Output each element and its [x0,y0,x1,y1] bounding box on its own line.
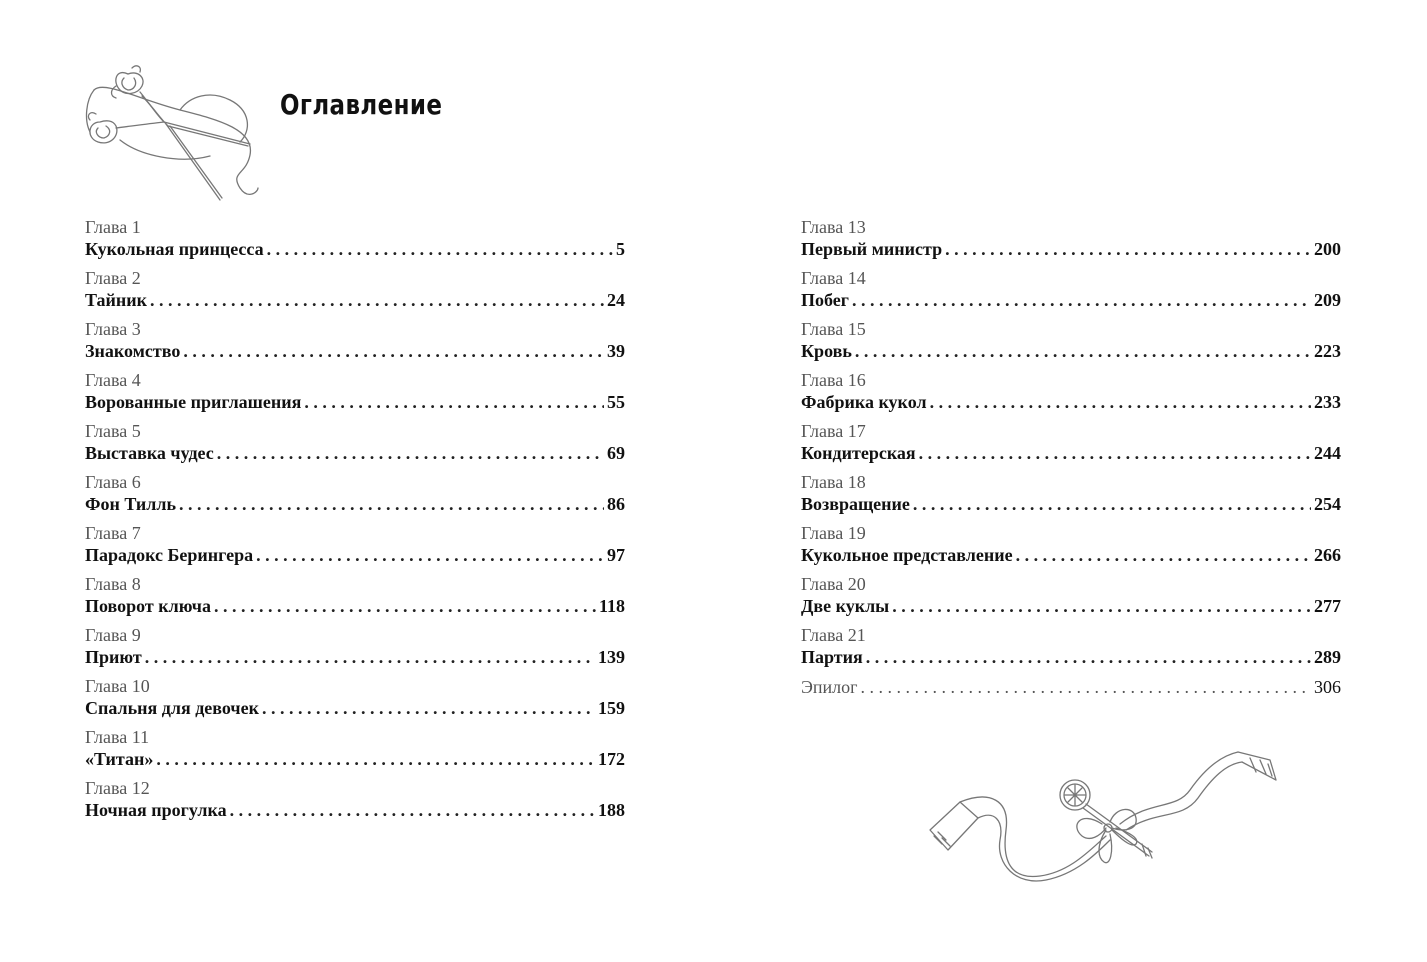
page-number: 86 [607,494,625,514]
dot-leader [217,442,604,464]
dot-leader [230,799,595,821]
toc-entry[interactable] [801,319,1341,370]
dot-leader [145,646,595,668]
dot-leader [913,493,1311,515]
page-number: 277 [1314,596,1341,616]
chapter-title: Кондитерская [801,443,916,463]
page-number: 289 [1314,647,1341,667]
page-number: 97 [607,545,625,565]
page-number: 69 [607,443,625,463]
chapter-title: Выставка чудес [85,443,214,463]
toc-entry[interactable] [801,421,1341,472]
chapter-title: Поворот ключа [85,596,211,616]
toc-entry[interactable] [85,625,625,676]
chapter-title: Две куклы [801,596,890,616]
chapter-label: Глава 2 [85,268,141,288]
toc-entry[interactable] [85,676,625,727]
page-number: 306 [1314,677,1341,697]
chapter-label: Глава 13 [801,217,866,237]
chapter-label: Глава 6 [85,472,141,492]
toc-entry[interactable] [85,268,625,319]
toc-epilogue[interactable] [801,676,1341,698]
chapter-label: Глава 15 [801,319,866,339]
chapter-label: Глава 14 [801,268,866,288]
page-number: 172 [598,749,625,769]
chapter-title: Кукольная принцесса [85,239,264,259]
toc-entry[interactable] [801,268,1341,319]
toc-left-column [85,217,625,829]
chapter-title: Ночная прогулка [85,800,227,820]
chapter-label: Глава 17 [801,421,866,441]
key-ribbon-icon [920,740,1290,890]
dot-leader [214,595,596,617]
chapter-title: Фон Тилль [85,494,176,514]
dot-leader [866,646,1311,668]
toc-entry[interactable] [801,625,1341,676]
chapter-label: Глава 7 [85,523,141,543]
page-number: 159 [598,698,625,718]
page-number: 24 [607,290,625,310]
chapter-label: Глава 16 [801,370,866,390]
toc-entry[interactable] [85,217,625,268]
chapter-label: Глава 18 [801,472,866,492]
page-number: 118 [598,596,625,616]
dot-leader [919,442,1311,464]
dot-leader [945,238,1311,260]
chapter-label: Глава 8 [85,574,141,594]
page-title: Оглавление [280,88,443,121]
toc-entry[interactable] [801,523,1341,574]
page-number: 244 [1314,443,1341,463]
chapter-title: Побег [801,290,849,310]
chapter-title: Парадокс Берингера [85,545,254,565]
dot-leader [861,676,1311,698]
toc-entry[interactable] [85,319,625,370]
dot-leader [183,340,604,362]
chapter-label: Глава 9 [85,625,141,645]
toc-entry[interactable] [801,370,1341,421]
chapter-title: Фабрика кукол [801,392,927,412]
dot-leader [852,289,1311,311]
page-number: 233 [1314,392,1341,412]
page-number: 188 [598,800,625,820]
toc-right-column [801,217,1341,698]
chapter-label: Глава 19 [801,523,866,543]
toc-entry[interactable] [85,472,625,523]
chapter-title: Возвращение [801,494,910,514]
dot-leader [1016,544,1311,566]
chapter-label: Глава 3 [85,319,141,339]
page-number: 200 [1314,239,1341,259]
page-number: 254 [1314,494,1341,514]
page-number: 223 [1314,341,1341,361]
chapter-title: Первый министр [801,239,943,259]
chapter-title: Ворованные приглашения [85,392,302,412]
toc-entry[interactable] [85,370,625,421]
page-number: 209 [1314,290,1341,310]
dot-leader [256,544,604,566]
toc-entry[interactable] [85,727,625,778]
chapter-label: Глава 5 [85,421,141,441]
chapter-title: «Титан» [85,749,154,769]
toc-entry[interactable] [85,574,625,625]
toc-entry[interactable] [85,778,625,829]
dot-leader [855,340,1311,362]
dot-leader [262,697,595,719]
page-number: 55 [607,392,625,412]
chapter-label: Глава 10 [85,676,150,696]
toc-entry[interactable] [85,421,625,472]
scissors-icon [80,60,265,205]
page-number: 5 [616,239,625,259]
chapter-label: Глава 12 [85,778,150,798]
dot-leader [156,748,595,770]
toc-entry[interactable] [801,217,1341,268]
chapter-title: Партия [801,647,863,667]
chapter-label: Глава 20 [801,574,866,594]
toc-entry[interactable] [801,574,1341,625]
dot-leader [930,391,1311,413]
chapter-title: Знакомство [85,341,181,361]
chapter-title: Приют [85,647,142,667]
toc-entry[interactable] [85,523,625,574]
dot-leader [150,289,604,311]
page-number: 39 [607,341,625,361]
chapter-title: Спальня для девочек [85,698,259,718]
dot-leader [267,238,613,260]
chapter-title: Кукольное представление [801,545,1013,565]
chapter-title: Тайник [85,290,148,310]
dot-leader [892,595,1311,617]
page-number: 266 [1314,545,1341,565]
chapter-label: Глава 1 [85,217,141,237]
page-number: 139 [598,647,625,667]
chapter-title: Кровь [801,341,852,361]
dot-leader [179,493,604,515]
dot-leader [304,391,604,413]
chapter-label: Глава 21 [801,625,866,645]
epilogue-title: Эпилог [801,677,858,697]
toc-entry[interactable] [801,472,1341,523]
chapter-label: Глава 4 [85,370,141,390]
chapter-label: Глава 11 [85,727,150,747]
